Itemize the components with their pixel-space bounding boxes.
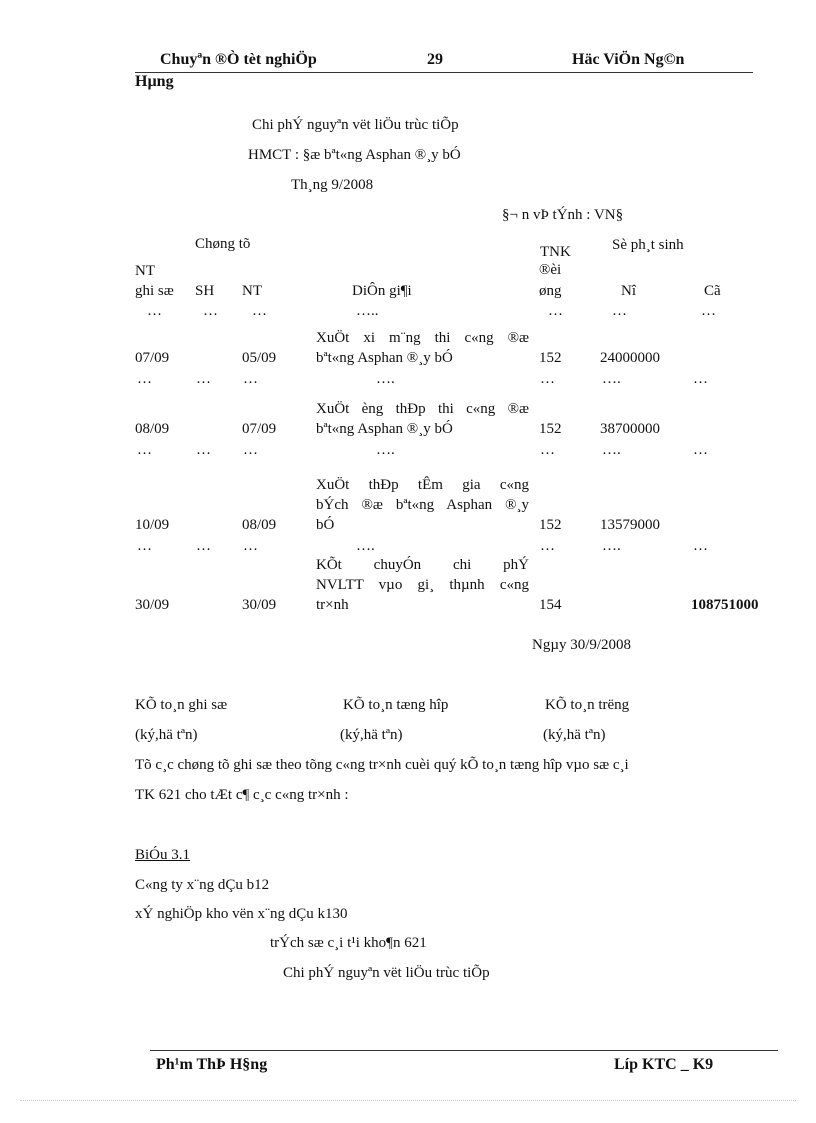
row1-nt: 05/09: [242, 350, 277, 366]
dots: ….: [602, 371, 621, 387]
dots: …: [137, 442, 152, 458]
signature-note-3: (ký,hä tªn): [543, 727, 606, 743]
row2-tk: 152: [539, 421, 562, 437]
dots: …: [137, 371, 152, 387]
footer-right: Líp KTC _ K9: [614, 1056, 714, 1073]
footer-left: Ph¹m ThÞ H§ng: [156, 1056, 268, 1073]
dots: …: [147, 303, 162, 319]
row3-nt: 08/09: [242, 517, 277, 533]
row4-desc-3: tr×nh: [316, 597, 349, 613]
dots: …: [243, 538, 258, 554]
row4-nt-ghi-so: 30/09: [135, 597, 170, 613]
row2-desc-1: XuÖt èng thÐp thi c«ng ®æ: [316, 401, 529, 417]
row4-nt: 30/09: [242, 597, 277, 613]
row3-desc-3: bÓ: [316, 517, 335, 533]
dots: …: [693, 538, 708, 554]
title-line-1: Chi phÝ nguyªn vët liÖu trùc tiÕp: [252, 117, 459, 133]
row3-tk: 152: [539, 517, 562, 533]
header-nt: NT: [242, 283, 262, 299]
signature-ke-toan-ghi-so: KÕ to¸n ghi sæ: [135, 697, 228, 713]
header-nt-ghi-so-1: NT: [135, 263, 155, 279]
title-line-2: HMCT : §æ bªt«ng Asphan ®¸y bÓ: [248, 147, 461, 163]
dots: …: [612, 303, 627, 319]
header-right: Häc ViÖn Ng©n: [572, 51, 685, 68]
dots: …: [196, 371, 211, 387]
dots: …: [548, 303, 563, 319]
row1-desc-2: bªt«ng Asphan ®¸y bÓ: [316, 350, 453, 366]
row3-desc-2: bÝch ®æ bªt«ng Asphan ®¸y: [316, 497, 529, 513]
header-left: Chuyªn ®Ò tèt nghiÖp: [160, 51, 317, 68]
bieu-subtitle: Chi phÝ nguyªn vët liÖu trùc tiÕp: [283, 965, 490, 981]
header-tk-3: øng: [539, 283, 562, 299]
header-tk-1: TNK: [540, 244, 571, 260]
row4-desc-1: KÕt chuyÓn chi phÝ: [316, 557, 529, 573]
dots: …..: [356, 303, 379, 319]
page-number: 29: [427, 51, 443, 68]
header-so-phat-sinh: Sè ph¸t sinh: [612, 237, 684, 253]
bieu-extract: trÝch sæ c¸i t¹i kho¶n 621: [270, 935, 427, 951]
dots: …: [540, 538, 555, 554]
dots: ….: [356, 538, 375, 554]
bieu-label: BiÓu 3.1: [135, 847, 191, 863]
dots: ….: [602, 442, 621, 458]
header-second-line: Hµng: [135, 73, 174, 90]
footer-rule: [150, 1050, 778, 1051]
dots: ….: [376, 371, 395, 387]
bieu-company: C«ng ty x¨ng dÇu b12: [135, 877, 270, 893]
row4-desc-2: NVLTT vµo gi¸ thµnh c«ng: [316, 577, 529, 593]
page-bottom-edge: [20, 1100, 796, 1101]
signature-ke-toan-tong-hop: KÕ to¸n tæng hîp: [343, 697, 449, 713]
row2-no: 38700000: [600, 421, 660, 437]
title-line-3: Th¸ng 9/2008: [291, 177, 374, 193]
dots: …: [196, 538, 211, 554]
dots: …: [252, 303, 267, 319]
paragraph-line-1: Tõ c¸c chøng tõ ghi sæ theo tõng c«ng tr×nh cuèi quý kÕ to¸n tæng hîp vµo sæ c¸i: [135, 757, 629, 773]
dots: ….: [602, 538, 621, 554]
header-chung-tu: Chøng tõ: [195, 236, 251, 252]
dots: …: [243, 442, 258, 458]
header-sh: SH: [195, 283, 215, 299]
row3-nt-ghi-so: 10/09: [135, 517, 170, 533]
row2-nt-ghi-so: 08/09: [135, 421, 170, 437]
dots: …: [196, 442, 211, 458]
paragraph-line-2: TK 621 cho tÆt c¶ c¸c c«ng tr×nh :: [135, 787, 349, 803]
dots: …: [137, 538, 152, 554]
row1-no: 24000000: [600, 350, 660, 366]
header-tk-2: ®èi: [539, 262, 562, 278]
row3-no: 13579000: [600, 517, 660, 533]
signature-note-1: (ký,hä tªn): [135, 727, 198, 743]
row1-nt-ghi-so: 07/09: [135, 350, 170, 366]
header-co: Cã: [704, 283, 721, 299]
row1-desc-1: XuÖt xi m¨ng thi c«ng ®æ: [316, 330, 529, 346]
date-line: Ngµy 30/9/2008: [532, 637, 632, 653]
row3-desc-1: XuÖt thÐp tÊm gia c«ng: [316, 477, 529, 493]
bieu-unit: xÝ nghiÖp kho vën x¨ng dÇu k130: [135, 906, 348, 922]
header-rule: [135, 72, 753, 73]
header-dien-giai: DiÔn gi¶i: [352, 283, 412, 299]
dots: …: [693, 371, 708, 387]
unit-label: §¬ n vÞ tÝnh : VN§: [502, 207, 624, 223]
dots: …: [540, 371, 555, 387]
row4-tk: 154: [539, 597, 562, 613]
dots: …: [693, 442, 708, 458]
header-no: Nî: [621, 283, 636, 299]
header-nt-ghi-so-2: ghi sæ: [135, 283, 174, 299]
dots: ….: [376, 442, 395, 458]
row4-co: 108751000: [691, 597, 759, 613]
dots: …: [203, 303, 218, 319]
dots: …: [540, 442, 555, 458]
row2-desc-2: bªt«ng Asphan ®¸y bÓ: [316, 421, 453, 437]
row2-nt: 07/09: [242, 421, 277, 437]
signature-note-2: (ký,hä tªn): [340, 727, 403, 743]
dots: …: [243, 371, 258, 387]
signature-ke-toan-truong: KÕ to¸n trëng: [545, 697, 630, 713]
dots: …: [701, 303, 716, 319]
row1-tk: 152: [539, 350, 562, 366]
